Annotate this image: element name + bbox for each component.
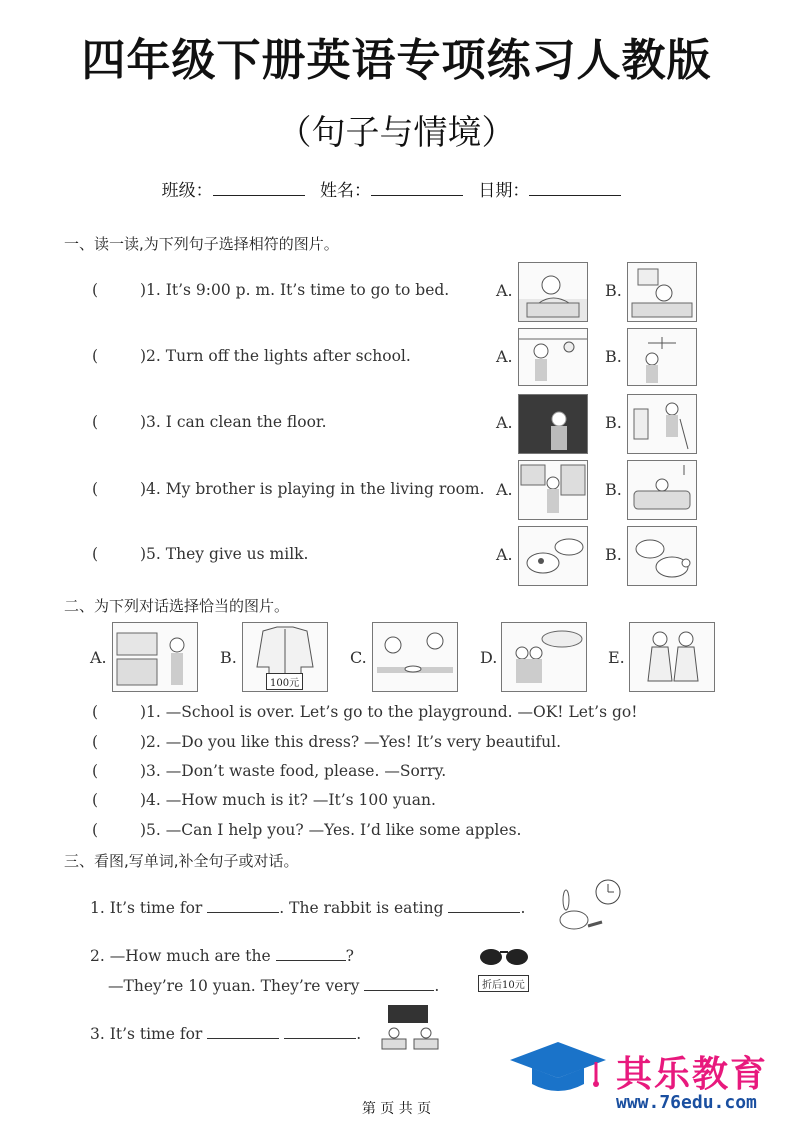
name-blank[interactable] [371, 181, 463, 196]
question-text: )2. Turn off the lights after school. [140, 347, 411, 365]
picture-fruit-shop [112, 622, 198, 692]
s2-question-1 [92, 703, 637, 721]
question-text: )4. —How much is it? —It’s 100 yuan. [140, 791, 436, 809]
picture-cows [518, 526, 588, 586]
option-label-b: B. [605, 545, 622, 564]
section2-heading: 二、为下列对话选择恰当的图片。 [64, 597, 290, 615]
sunglasses-icon [478, 944, 530, 968]
picture-turn-off-lights [518, 328, 588, 386]
question-text: )4. My brother is playing in the living room. [140, 480, 485, 498]
option-label-b: B. [605, 480, 622, 499]
option-label-a: A. [90, 648, 107, 667]
page-title: 四年级下册英语专项练习人教版 [81, 35, 712, 86]
question-text: )1. It’s 9:00 p. m. It’s time to go to bed. [140, 281, 450, 299]
watermark-brand: 其乐教育 [616, 1054, 769, 1095]
picture-girls-dresses [629, 622, 715, 692]
s1-question-2 [92, 347, 411, 365]
q1-blank-2[interactable] [448, 900, 520, 913]
question-text: )3. —Don’t waste food, please. —Sorry. [140, 762, 447, 780]
option-label-d: D. [480, 648, 498, 667]
option-label-a: A. [496, 480, 513, 499]
picture-rabbit-clock [552, 878, 624, 936]
s2-question-2 [92, 733, 561, 751]
picture-blackboard [518, 394, 588, 454]
answer-paren[interactable]: ( [92, 703, 99, 721]
s3-question-1 [90, 899, 525, 917]
option-label-b: B. [605, 347, 622, 366]
answer-paren[interactable]: ( [92, 733, 99, 751]
picture-kitchen [518, 460, 588, 520]
option-label-b: B. [220, 648, 237, 667]
name-label: 姓名： [320, 181, 371, 201]
s1-question-4 [92, 480, 485, 498]
s3-question-2-line-1 [90, 947, 354, 965]
q2-part-c: —They’re 10 yuan. They’re very [108, 977, 360, 995]
s2-question-5 [92, 821, 521, 839]
q1-part-b: . The rabbit is eating [279, 899, 444, 917]
q2-blank-2[interactable] [364, 978, 434, 991]
answer-paren[interactable]: ( [92, 821, 99, 839]
question-text: )1. —School is over. Let’s go to the playground. —OK! Let’s go! [140, 703, 638, 721]
student-info-line [0, 176, 793, 201]
answer-paren[interactable]: ( [92, 413, 99, 431]
q2-part-b: ? [345, 947, 354, 965]
q1-part-c: . [520, 899, 526, 917]
s1-question-1 [92, 281, 449, 299]
date-label: 日期： [478, 181, 530, 201]
answer-paren[interactable]: ( [92, 762, 99, 780]
s3-question-3 [90, 1025, 361, 1043]
s2-question-4 [92, 791, 436, 809]
answer-paren[interactable]: ( [92, 281, 99, 299]
section1-heading: 一、读一读,为下列句子选择相符的图片。 [64, 235, 339, 253]
picture-clean-floor [627, 394, 697, 454]
answer-paren[interactable]: ( [92, 791, 99, 809]
s1-question-5 [92, 545, 308, 563]
date-blank[interactable] [529, 181, 621, 196]
question-text: )5. They give us milk. [140, 545, 309, 563]
option-label-a: A. [496, 281, 513, 300]
q2-part-a: 2. —How much are the [90, 947, 271, 965]
picture-pigs [627, 526, 697, 586]
answer-paren[interactable]: ( [92, 347, 99, 365]
discount-tag: 折后10元 [478, 975, 529, 992]
q3-blank-2[interactable] [284, 1026, 356, 1039]
answer-paren[interactable]: ( [92, 545, 99, 563]
q1-blank-1[interactable] [207, 900, 279, 913]
picture-playground [501, 622, 587, 692]
q3-part-a: 3. It’s time for [90, 1025, 203, 1043]
option-label-a: A. [496, 545, 513, 564]
class-blank[interactable] [213, 181, 305, 196]
option-label-a: A. [496, 347, 513, 366]
option-label-e: E. [608, 648, 625, 667]
price-tag-100: 100元 [266, 673, 303, 690]
section3-heading: 三、看图,写单词,补全句子或对话。 [64, 852, 299, 870]
q1-part-a: 1. It’s time for [90, 899, 203, 917]
picture-girl-waking [627, 262, 697, 322]
question-text: )2. —Do you like this dress? —Yes! It’s very beautiful. [140, 733, 562, 751]
page-footer: 第 页 共 页 [361, 1101, 432, 1117]
option-label-b: B. [605, 413, 622, 432]
s1-question-3 [92, 413, 327, 431]
s2-question-3 [92, 762, 446, 780]
q2-part-d: . [434, 977, 440, 995]
watermark-url: www.76edu.com [616, 1092, 757, 1113]
picture-fan-switch [627, 328, 697, 386]
s3-question-2-line-2 [108, 977, 439, 995]
page-subtitle: （句子与情境） [277, 113, 516, 153]
picture-classroom [378, 1003, 444, 1065]
picture-dining [372, 622, 458, 692]
picture-girl-bed [518, 262, 588, 322]
q3-blank-1[interactable] [207, 1026, 279, 1039]
option-label-b: B. [605, 281, 622, 300]
picture-living-room [627, 460, 697, 520]
option-label-a: A. [496, 413, 513, 432]
question-text: )5. —Can I help you? —Yes. I’d like some apples. [140, 821, 522, 839]
q3-part-b: . [356, 1025, 362, 1043]
q2-blank-1[interactable] [276, 948, 346, 961]
answer-paren[interactable]: ( [92, 480, 99, 498]
question-text: )3. I can clean the floor. [140, 413, 327, 431]
graduation-cap-icon [508, 1040, 608, 1096]
option-label-c: C. [350, 648, 367, 667]
class-label: 班级： [161, 181, 213, 201]
